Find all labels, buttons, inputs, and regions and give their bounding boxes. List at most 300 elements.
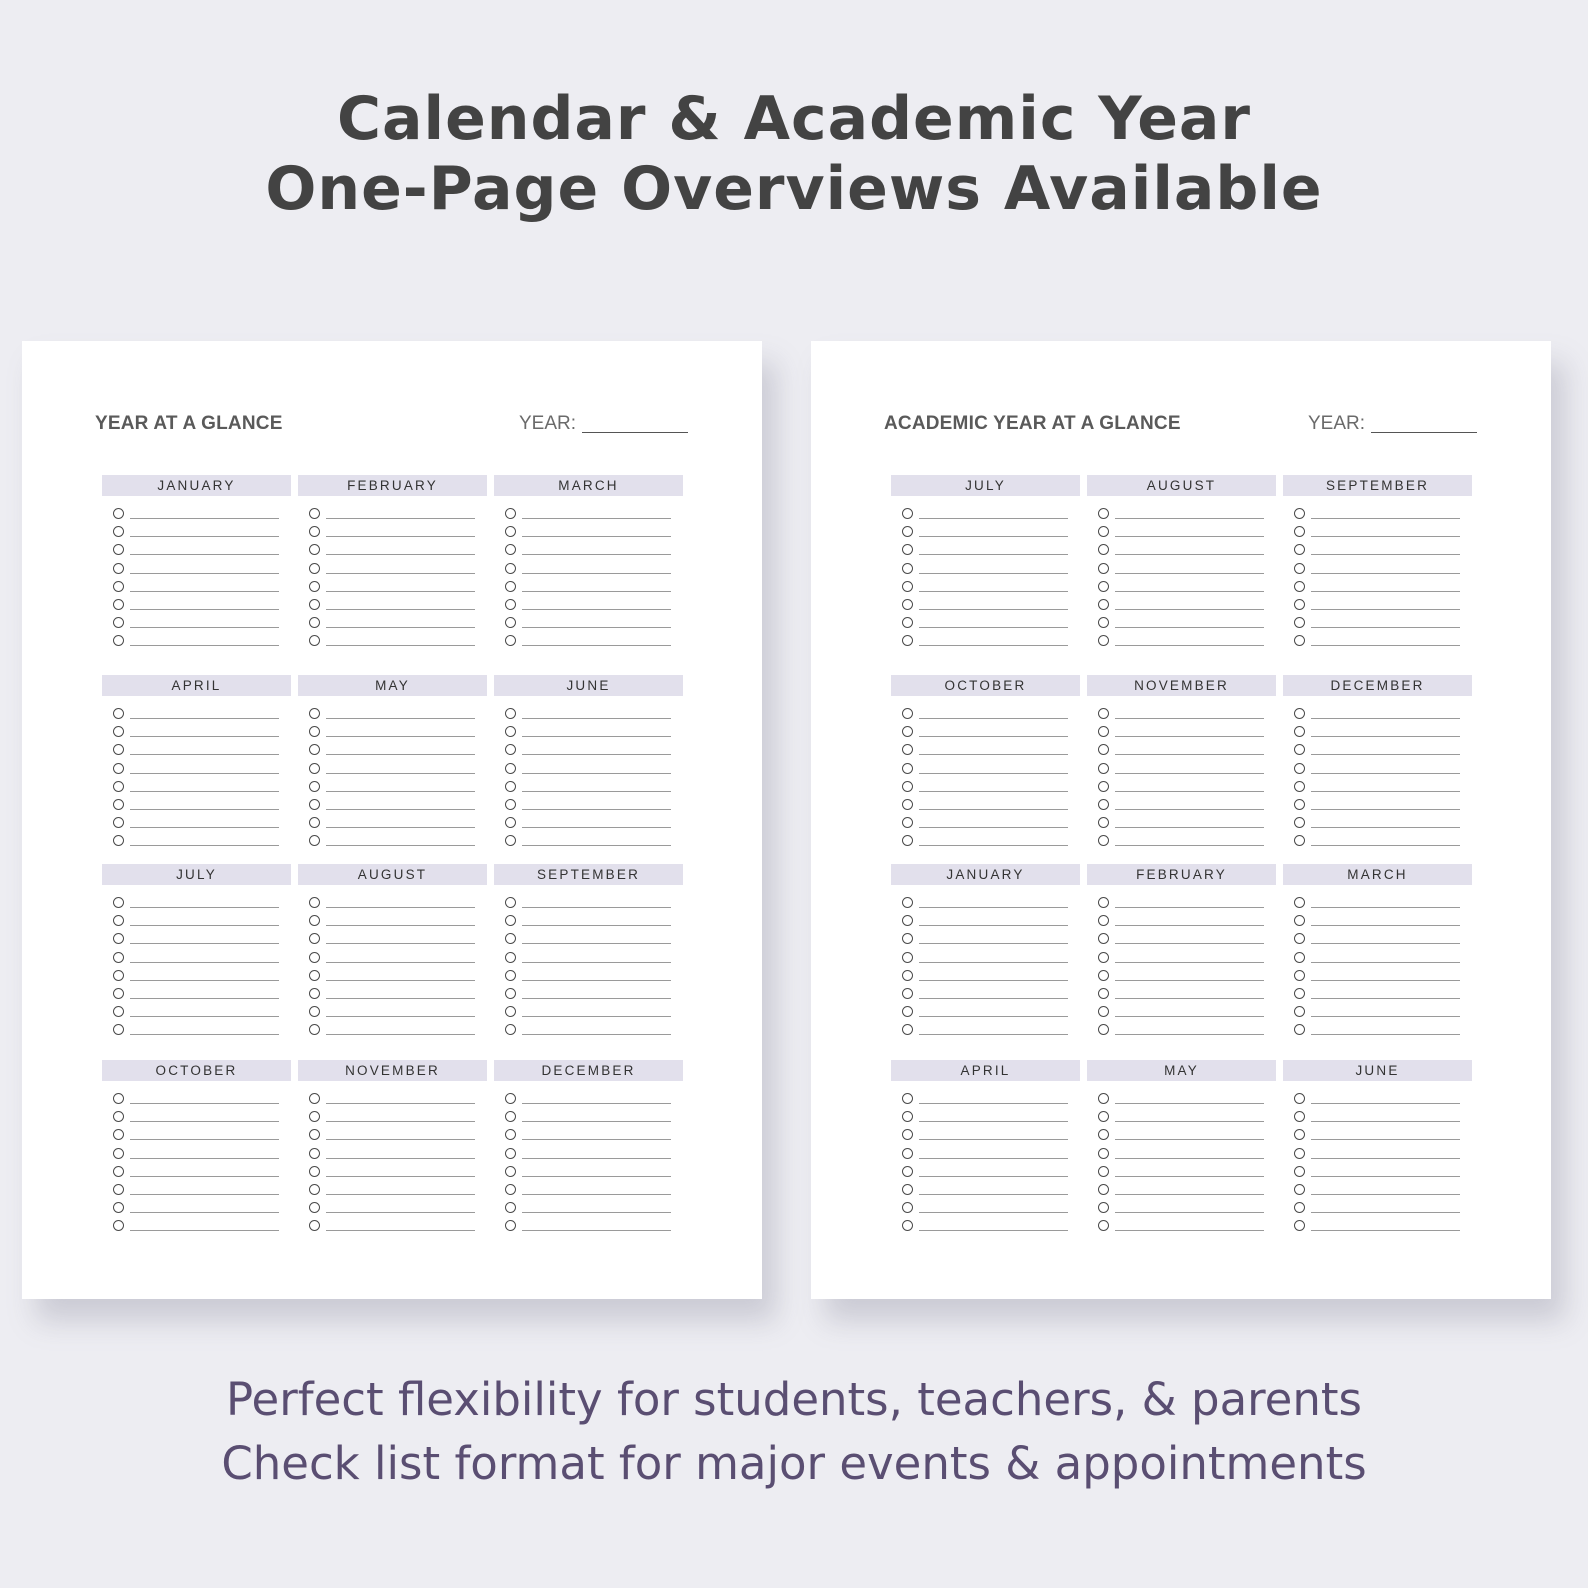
checklist-item <box>298 816 487 834</box>
month-grid <box>102 475 692 1235</box>
checklist <box>891 507 1080 653</box>
checklist-item <box>298 598 487 616</box>
write-in-line <box>130 1016 279 1017</box>
checkbox-circle-icon <box>309 563 320 574</box>
checklist-item <box>1087 762 1276 780</box>
footer-line-1: Perfect flexibility for students, teachers, & parents <box>226 1373 1362 1426</box>
write-in-line <box>522 591 671 592</box>
checkbox-circle-icon <box>505 1184 516 1195</box>
write-in-line <box>919 845 1068 846</box>
checkbox-circle-icon <box>505 781 516 792</box>
checkbox-circle-icon <box>309 970 320 981</box>
write-in-line <box>522 1016 671 1017</box>
write-in-line <box>1115 1158 1264 1159</box>
checklist-item <box>102 743 291 761</box>
year-blank-line <box>582 432 688 433</box>
checklist-item <box>1283 1219 1472 1237</box>
checkbox-circle-icon <box>1098 617 1109 628</box>
checkbox-circle-icon <box>309 708 320 719</box>
checkbox-circle-icon <box>1294 1111 1305 1122</box>
write-in-line <box>326 1212 475 1213</box>
checklist-item <box>891 1165 1080 1183</box>
write-in-line <box>919 536 1068 537</box>
write-in-line <box>1311 943 1460 944</box>
write-in-line <box>326 1176 475 1177</box>
checkbox-circle-icon <box>1098 599 1109 610</box>
checkbox-circle-icon <box>1098 1220 1109 1231</box>
write-in-line <box>1311 645 1460 646</box>
checkbox-circle-icon <box>902 897 913 908</box>
checklist-item <box>102 616 291 634</box>
checkbox-circle-icon <box>505 1093 516 1104</box>
write-in-line <box>919 718 1068 719</box>
write-in-line <box>919 554 1068 555</box>
checkbox-circle-icon <box>1294 835 1305 846</box>
write-in-line <box>919 773 1068 774</box>
checklist-item <box>1087 562 1276 580</box>
checklist-item <box>494 969 683 987</box>
write-in-line <box>1115 1230 1264 1231</box>
checklist-item <box>891 1023 1080 1041</box>
checklist-item <box>298 932 487 950</box>
write-in-line <box>326 773 475 774</box>
write-in-line <box>919 1034 1068 1035</box>
write-in-line <box>1115 1121 1264 1122</box>
checkbox-circle-icon <box>1098 1129 1109 1140</box>
checklist-item <box>1283 1147 1472 1165</box>
write-in-line <box>919 827 1068 828</box>
checklist-item <box>1087 507 1276 525</box>
month-header: SEPTEMBER <box>1283 475 1472 496</box>
checklist-item <box>102 1092 291 1110</box>
checklist-item <box>1087 834 1276 852</box>
year-blank-line <box>1371 432 1477 433</box>
checkbox-circle-icon <box>309 544 320 555</box>
write-in-line <box>130 536 279 537</box>
checkbox-circle-icon <box>505 544 516 555</box>
checkbox-circle-icon <box>902 563 913 574</box>
checklist-item <box>494 816 683 834</box>
write-in-line <box>326 845 475 846</box>
write-in-line <box>326 1103 475 1104</box>
write-in-line <box>1311 962 1460 963</box>
checkbox-circle-icon <box>113 897 124 908</box>
checklist <box>494 896 683 1042</box>
checkbox-circle-icon <box>1098 1093 1109 1104</box>
write-in-line <box>1311 907 1460 908</box>
checklist-item <box>1283 580 1472 598</box>
checkbox-circle-icon <box>1098 763 1109 774</box>
month-header: APRIL <box>102 675 291 696</box>
write-in-line <box>1311 980 1460 981</box>
write-in-line <box>1115 1016 1264 1017</box>
write-in-line <box>1115 907 1264 908</box>
write-in-line <box>919 809 1068 810</box>
checklist-item <box>1087 780 1276 798</box>
checklist-item <box>1087 1147 1276 1165</box>
checkbox-circle-icon <box>309 1093 320 1104</box>
write-in-line <box>326 1230 475 1231</box>
checklist-item <box>102 1110 291 1128</box>
checkbox-circle-icon <box>113 988 124 999</box>
month-block <box>102 675 291 853</box>
checklist-item <box>1087 743 1276 761</box>
checkbox-circle-icon <box>1294 1093 1305 1104</box>
checkbox-circle-icon <box>1294 1006 1305 1017</box>
checkbox-circle-icon <box>113 1202 124 1213</box>
checkbox-circle-icon <box>113 1006 124 1017</box>
checkbox-circle-icon <box>902 1166 913 1177</box>
checklist-item <box>1087 1219 1276 1237</box>
write-in-line <box>130 573 279 574</box>
month-block <box>102 475 291 653</box>
checklist-item <box>102 1147 291 1165</box>
checklist-item <box>891 1128 1080 1146</box>
checkbox-circle-icon <box>309 763 320 774</box>
checkbox-circle-icon <box>902 799 913 810</box>
checklist-item <box>298 1092 487 1110</box>
checklist-item <box>494 914 683 932</box>
write-in-line <box>522 573 671 574</box>
checkbox-circle-icon <box>902 1093 913 1104</box>
checklist-item <box>1087 1128 1276 1146</box>
write-in-line <box>1115 1176 1264 1177</box>
checklist-item <box>1283 598 1472 616</box>
write-in-line <box>919 1121 1068 1122</box>
checklist-item <box>102 507 291 525</box>
checkbox-circle-icon <box>113 915 124 926</box>
checklist-item <box>891 1092 1080 1110</box>
checkbox-circle-icon <box>505 835 516 846</box>
write-in-line <box>919 627 1068 628</box>
month-block <box>1087 864 1276 1042</box>
checkbox-circle-icon <box>309 1111 320 1122</box>
write-in-line <box>522 791 671 792</box>
checkbox-circle-icon <box>309 617 320 628</box>
year-label: YEAR: <box>519 413 577 434</box>
write-in-line <box>130 845 279 846</box>
checklist-item <box>494 780 683 798</box>
checkbox-circle-icon <box>113 799 124 810</box>
checklist-item <box>298 743 487 761</box>
checkbox-circle-icon <box>1098 526 1109 537</box>
write-in-line <box>522 609 671 610</box>
checklist-item <box>298 951 487 969</box>
checklist-item <box>298 762 487 780</box>
checklist-item <box>298 525 487 543</box>
write-in-line <box>522 736 671 737</box>
write-in-line <box>1115 554 1264 555</box>
checklist-item <box>102 914 291 932</box>
checkbox-circle-icon <box>113 1184 124 1195</box>
checkbox-circle-icon <box>1294 1184 1305 1195</box>
checkbox-circle-icon <box>1294 599 1305 610</box>
write-in-line <box>130 736 279 737</box>
checklist-item <box>102 932 291 950</box>
write-in-line <box>919 518 1068 519</box>
month-header: JULY <box>891 475 1080 496</box>
write-in-line <box>1115 827 1264 828</box>
write-in-line <box>130 645 279 646</box>
month-block <box>102 1060 291 1238</box>
write-in-line <box>326 907 475 908</box>
write-in-line <box>919 925 1068 926</box>
checklist-item <box>891 780 1080 798</box>
checkbox-circle-icon <box>309 1166 320 1177</box>
checklist-item <box>1283 762 1472 780</box>
write-in-line <box>326 627 475 628</box>
checklist-item <box>1087 707 1276 725</box>
month-header: MAY <box>298 675 487 696</box>
checkbox-circle-icon <box>1294 988 1305 999</box>
checkbox-circle-icon <box>113 508 124 519</box>
checklist-item <box>494 762 683 780</box>
checklist-item <box>1283 969 1472 987</box>
checklist-item <box>102 634 291 652</box>
write-in-line <box>1115 609 1264 610</box>
checkbox-circle-icon <box>1294 1148 1305 1159</box>
write-in-line <box>1115 736 1264 737</box>
checklist <box>494 507 683 653</box>
checklist-item <box>1087 634 1276 652</box>
checklist-item <box>102 987 291 1005</box>
checklist-item <box>1087 1165 1276 1183</box>
month-block <box>494 675 683 853</box>
checkbox-circle-icon <box>505 1202 516 1213</box>
checklist-item <box>102 580 291 598</box>
checkbox-circle-icon <box>902 763 913 774</box>
checkbox-circle-icon <box>1294 897 1305 908</box>
write-in-line <box>919 791 1068 792</box>
write-in-line <box>1311 754 1460 755</box>
write-in-line <box>326 962 475 963</box>
write-in-line <box>522 907 671 908</box>
checklist-item <box>494 1147 683 1165</box>
checkbox-circle-icon <box>505 1129 516 1140</box>
month-block <box>1087 675 1276 853</box>
checklist-item <box>1283 1128 1472 1146</box>
checklist-item <box>1283 780 1472 798</box>
checkbox-circle-icon <box>113 581 124 592</box>
checkbox-circle-icon <box>902 1006 913 1017</box>
write-in-line <box>130 907 279 908</box>
checkbox-circle-icon <box>505 915 516 926</box>
checklist-item <box>891 580 1080 598</box>
checklist-item <box>298 1165 487 1183</box>
write-in-line <box>1115 845 1264 846</box>
checkbox-circle-icon <box>505 952 516 963</box>
checklist-item <box>1283 932 1472 950</box>
checklist-item <box>1087 969 1276 987</box>
write-in-line <box>1311 1034 1460 1035</box>
checkbox-circle-icon <box>902 1202 913 1213</box>
write-in-line <box>1311 827 1460 828</box>
checklist <box>102 1092 291 1238</box>
write-in-line <box>1311 773 1460 774</box>
checkbox-circle-icon <box>505 988 516 999</box>
checkbox-circle-icon <box>113 563 124 574</box>
checklist-item <box>494 616 683 634</box>
checklist-item <box>891 834 1080 852</box>
checklist-item <box>1283 616 1472 634</box>
checkbox-circle-icon <box>505 1024 516 1035</box>
write-in-line <box>130 554 279 555</box>
checklist <box>1283 507 1472 653</box>
write-in-line <box>326 791 475 792</box>
checkbox-circle-icon <box>902 581 913 592</box>
checkbox-circle-icon <box>1098 799 1109 810</box>
write-in-line <box>1115 1139 1264 1140</box>
write-in-line <box>919 1016 1068 1017</box>
checkbox-circle-icon <box>902 781 913 792</box>
checklist <box>891 1092 1080 1238</box>
write-in-line <box>1115 925 1264 926</box>
checklist-item <box>1283 987 1472 1005</box>
checkbox-circle-icon <box>505 726 516 737</box>
month-header: DECEMBER <box>494 1060 683 1081</box>
checkbox-circle-icon <box>309 744 320 755</box>
checklist-item <box>891 816 1080 834</box>
checkbox-circle-icon <box>902 544 913 555</box>
checkbox-circle-icon <box>902 970 913 981</box>
write-in-line <box>919 962 1068 963</box>
write-in-line <box>522 627 671 628</box>
month-block <box>1283 475 1472 653</box>
checklist <box>494 707 683 853</box>
checklist-item <box>102 896 291 914</box>
write-in-line <box>522 645 671 646</box>
checklist-item <box>1087 816 1276 834</box>
checkbox-circle-icon <box>1294 1166 1305 1177</box>
checkbox-circle-icon <box>113 635 124 646</box>
month-header: JANUARY <box>891 864 1080 885</box>
checklist-item <box>494 987 683 1005</box>
checklist-item <box>298 543 487 561</box>
checklist-item <box>494 896 683 914</box>
write-in-line <box>522 827 671 828</box>
checkbox-circle-icon <box>1098 817 1109 828</box>
month-header: JUNE <box>494 675 683 696</box>
write-in-line <box>130 591 279 592</box>
write-in-line <box>326 943 475 944</box>
write-in-line <box>130 1158 279 1159</box>
checkbox-circle-icon <box>1098 581 1109 592</box>
checkbox-circle-icon <box>113 970 124 981</box>
write-in-line <box>326 718 475 719</box>
write-in-line <box>326 1016 475 1017</box>
checklist-item <box>494 743 683 761</box>
checklist-item <box>298 969 487 987</box>
checklist-item <box>494 834 683 852</box>
checkbox-circle-icon <box>113 744 124 755</box>
write-in-line <box>326 609 475 610</box>
page-title: ACADEMIC YEAR AT A GLANCE <box>884 413 1181 434</box>
checkbox-circle-icon <box>309 1006 320 1017</box>
checklist-item <box>1087 896 1276 914</box>
checkbox-circle-icon <box>1294 526 1305 537</box>
checklist <box>298 896 487 1042</box>
checkbox-circle-icon <box>113 952 124 963</box>
write-in-line <box>919 1194 1068 1195</box>
checklist-item <box>1087 932 1276 950</box>
write-in-line <box>326 518 475 519</box>
write-in-line <box>130 1103 279 1104</box>
checkbox-circle-icon <box>902 508 913 519</box>
checkbox-circle-icon <box>1098 1006 1109 1017</box>
checklist-item <box>102 969 291 987</box>
checkbox-circle-icon <box>505 1220 516 1231</box>
checklist <box>1283 1092 1472 1238</box>
checklist-item <box>298 1147 487 1165</box>
month-header: AUGUST <box>1087 475 1276 496</box>
checklist-item <box>891 969 1080 987</box>
checkbox-circle-icon <box>1294 1024 1305 1035</box>
checkbox-circle-icon <box>1294 708 1305 719</box>
write-in-line <box>1115 718 1264 719</box>
checkbox-circle-icon <box>1294 544 1305 555</box>
month-block <box>298 864 487 1042</box>
checkbox-circle-icon <box>113 544 124 555</box>
checklist-item <box>1283 1165 1472 1183</box>
write-in-line <box>522 943 671 944</box>
checklist-item <box>102 834 291 852</box>
write-in-line <box>522 1121 671 1122</box>
checklist-item <box>1283 634 1472 652</box>
checkbox-circle-icon <box>113 708 124 719</box>
checkbox-circle-icon <box>309 933 320 944</box>
write-in-line <box>522 554 671 555</box>
checklist-item <box>102 1165 291 1183</box>
checkbox-circle-icon <box>309 599 320 610</box>
write-in-line <box>1115 518 1264 519</box>
checklist-item <box>298 634 487 652</box>
checklist-item <box>298 616 487 634</box>
checklist-item <box>494 1219 683 1237</box>
calendar-year-page <box>22 341 762 1299</box>
write-in-line <box>919 645 1068 646</box>
checklist <box>1087 896 1276 1042</box>
checkbox-circle-icon <box>505 799 516 810</box>
checklist-item <box>891 725 1080 743</box>
write-in-line <box>919 573 1068 574</box>
checkbox-circle-icon <box>309 781 320 792</box>
checkbox-circle-icon <box>505 635 516 646</box>
checkbox-circle-icon <box>309 581 320 592</box>
checkbox-circle-icon <box>902 1148 913 1159</box>
checkbox-circle-icon <box>505 1111 516 1122</box>
write-in-line <box>130 1194 279 1195</box>
checkbox-circle-icon <box>902 1129 913 1140</box>
checkbox-circle-icon <box>309 1220 320 1231</box>
checklist-item <box>1283 896 1472 914</box>
checklist-item <box>102 725 291 743</box>
write-in-line <box>1311 591 1460 592</box>
month-block <box>298 675 487 853</box>
write-in-line <box>326 998 475 999</box>
checklist-item <box>298 725 487 743</box>
checkbox-circle-icon <box>902 933 913 944</box>
write-in-line <box>1115 573 1264 574</box>
checklist-item <box>891 896 1080 914</box>
write-in-line <box>1115 627 1264 628</box>
checklist-item <box>891 762 1080 780</box>
checkbox-circle-icon <box>1294 508 1305 519</box>
write-in-line <box>919 609 1068 610</box>
write-in-line <box>130 1176 279 1177</box>
write-in-line <box>1115 998 1264 999</box>
checkbox-circle-icon <box>1294 933 1305 944</box>
checkbox-circle-icon <box>1098 708 1109 719</box>
